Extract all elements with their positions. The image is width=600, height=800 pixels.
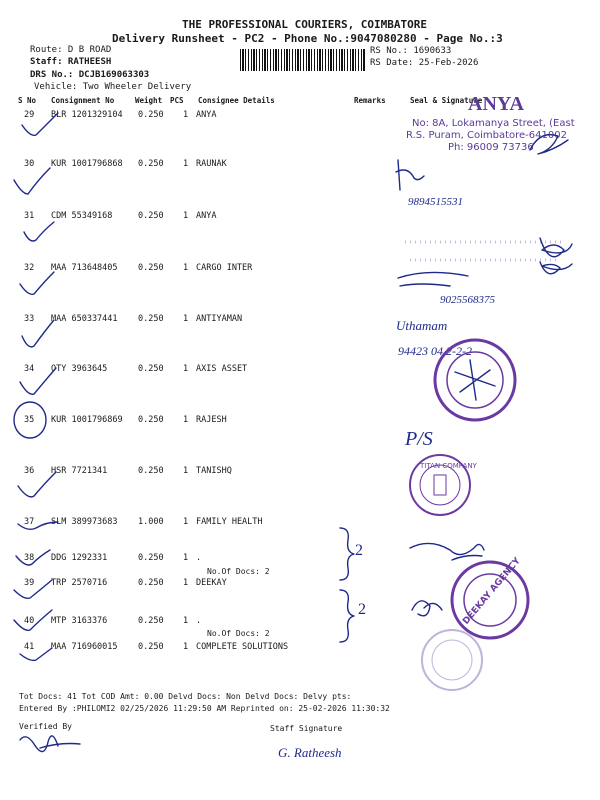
round-stamp-34: [435, 340, 515, 420]
table-row: 35 KUR 1001796869 0.250 1 RAJESH: [24, 415, 227, 425]
verifier-signature: [20, 736, 80, 752]
signature-row-38b: [452, 556, 482, 561]
titan-stamp-text: TITAN COMPANY: [420, 462, 477, 470]
handwritten-ps: P/S: [405, 428, 433, 450]
drs-number: DRS No.: DCJB169063303: [30, 70, 150, 80]
entered-by-line: Entered By :PHILOMI2 02/25/2026 11:29:50 AM Reprinted on: 25-02-2026 11:30:32: [19, 704, 390, 713]
table-row: 30 KUR 1001796868 0.250 1 RAUNAK: [24, 159, 227, 169]
deekay-stamp-text: DEEKAY AGENCY: [461, 556, 523, 627]
table-row: 31 CDM 55349168 0.250 1 ANYA: [24, 211, 217, 221]
staff-signature-label: Staff Signature: [270, 724, 343, 733]
signature-row-32b: [540, 262, 572, 274]
rs-number: RS No.: 1690633: [370, 46, 452, 56]
table-row: 32 MAA 713648405 0.250 1 CARGO INTER: [24, 263, 253, 273]
docs-note: No.Of Docs: 2: [207, 567, 270, 576]
vehicle-label: Vehicle: Two Wheeler Delivery: [34, 82, 192, 92]
anya-stamp-address-2: R.S. Puram, Coimbatore-641002: [406, 130, 567, 141]
signature-row-32: [398, 272, 468, 286]
col-seal-signature: Seal & Signature: [410, 96, 483, 105]
table-row: 39 TRP 2570716 0.250 1 DEEKAY: [24, 578, 227, 588]
anya-stamp-name: ANYA: [468, 93, 524, 115]
totals-line: Tot Docs: 41 Tot COD Amt: 0.00 Delvd Docs: Non Delvd Docs: Delvy pts:: [19, 692, 352, 701]
col-pcs: PCS: [170, 96, 184, 105]
deekay-stamp: [452, 556, 528, 638]
runsheet-subtitle: Delivery Runsheet - PC2 - Phone No.:9047080280 - Page No.:3: [112, 32, 503, 45]
company-title: THE PROFESSIONAL COURIERS, COIMBATORE: [182, 18, 428, 31]
table-row: 34 OTY 3963645 0.250 1 AXIS ASSET: [24, 364, 248, 374]
route-label: Route: D B ROAD: [30, 45, 112, 55]
brace-38-39: [340, 528, 354, 580]
table-row: 33 MAA 650337441 0.250 1 ANTIYAMAN: [24, 314, 243, 324]
check-marks: [14, 113, 58, 660]
anya-stamp-address-1: No: 8A, Lokamanya Street, (East: [412, 118, 575, 129]
table-row: 36 HSR 7721341 0.250 1 TANISHQ: [24, 466, 232, 476]
col-consignment: Consignment No: [51, 96, 115, 105]
signature-row-40: [412, 601, 442, 616]
brace-40-41: [340, 590, 354, 642]
faint-round-stamp: [422, 630, 482, 690]
staff-handwritten-signature: G. Ratheesh: [278, 745, 342, 760]
brace-count-1: 2: [355, 542, 363, 559]
anya-stamp: [406, 93, 575, 153]
rs-date: RS Date: 25-Feb-2026: [370, 58, 479, 68]
handwritten-phone-3: 94423 04 2-2-2: [398, 344, 472, 358]
brace-count-2: 2: [358, 601, 366, 618]
handwritten-phone-2: 9025568375: [440, 294, 495, 306]
col-consignee: Consignee Details: [198, 96, 275, 105]
table-row: 41 MAA 716960015 0.250 1 COMPLETE SOLUTIONS: [24, 642, 289, 652]
docs-note: No.Of Docs: 2: [207, 629, 270, 638]
col-sno: S No: [18, 96, 37, 105]
table-row: 38 DDG 1292331 0.250 1 .: [24, 553, 202, 563]
verified-by-label: Verified By: [19, 722, 72, 731]
handwritten-name: Uthamam: [396, 318, 448, 333]
table-row: 40 MTP 3163376 0.250 1 .: [24, 616, 202, 626]
col-weight: Weight: [135, 96, 163, 105]
signature-row-30: [396, 160, 424, 190]
handwritten-phone-1: 9894515531: [408, 196, 463, 208]
table-row: 29 BLR 1201329104 0.250 1 ANYA: [24, 110, 217, 120]
table-row: 37 SLM 389973683 1.000 1 FAMILY HEALTH: [24, 517, 263, 527]
signature-row-38: [410, 543, 484, 554]
faint-stamp: [405, 242, 565, 260]
anya-stamp-phone: Ph: 96009 73736: [448, 142, 534, 153]
titan-stamp: [410, 455, 478, 515]
col-remarks: Remarks: [354, 96, 386, 105]
staff-label: Staff: RATHEESH: [30, 57, 112, 67]
